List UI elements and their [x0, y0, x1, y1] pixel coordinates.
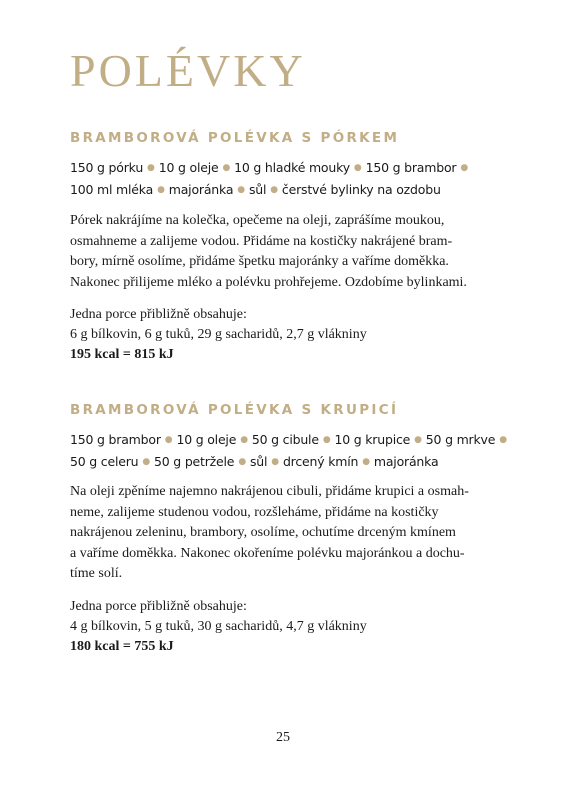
- nutrition-info: [70, 305, 510, 365]
- chapter-title: POLÉVKY: [70, 45, 306, 96]
- bullet-dot-icon: ●: [147, 163, 155, 173]
- method-line: neme, zalijeme studenou vodou, rozšleháme, přidáme na kostičky: [70, 504, 439, 520]
- bullet-dot-icon: ●: [238, 457, 246, 467]
- ingredient-item: majoránka: [168, 182, 234, 197]
- bullet-dot-icon: ●: [237, 185, 245, 195]
- method-line: bory, mírně osolíme, přidáme špetku majoránky a vaříme doměkka.: [70, 254, 449, 269]
- bullet-dot-icon: ●: [270, 185, 278, 195]
- recipe-method: [70, 482, 513, 585]
- bullet-dot-icon: ●: [222, 163, 231, 173]
- page-number: 25: [276, 730, 290, 745]
- bullet-dot-icon: ●: [460, 163, 468, 173]
- ingredient-item: sůl: [248, 182, 267, 197]
- ingredient-item: 10 g krupice: [334, 432, 411, 447]
- ingredient-item: 100 ml mléka: [70, 182, 154, 197]
- ingredient-item: čerstvé bylinky na ozdobu: [281, 182, 441, 197]
- nutrition-intro: Jedna porce přibližně obsahuje:: [70, 599, 247, 614]
- bullet-dot-icon: ●: [353, 163, 362, 173]
- method-line: Na oleji zpěníme najemno nakrájenou cibuli, přidáme krupici a osmah-: [70, 484, 469, 499]
- ingredient-item: 150 g pórku: [70, 160, 144, 175]
- energy-value: 195 kcal = 815 kJ: [70, 347, 174, 362]
- method-line: a vaříme doměkka. Nakonec okořeníme polévku majoránkou a dochu-: [70, 545, 465, 561]
- bullet-dot-icon: ●: [414, 435, 422, 445]
- method-line: osmahneme a zalijeme vodou. Přidáme na kostičky nakrájené bram-: [70, 233, 453, 249]
- method-line: tíme solí.: [70, 566, 123, 581]
- ingredient-line: [70, 157, 510, 179]
- ingredient-item: 50 g celeru: [70, 454, 139, 469]
- bullet-dot-icon: ●: [499, 435, 507, 445]
- bullet-dot-icon: ●: [142, 457, 151, 467]
- bullet-dot-icon: ●: [362, 457, 370, 467]
- bullet-dot-icon: ●: [164, 435, 173, 445]
- bullet-dot-icon: ●: [322, 435, 331, 445]
- recipe-title: BRAMBOROVÁ POLÉVKA S KRUPICÍ: [70, 402, 399, 418]
- ingredient-item: 10 g oleje: [176, 432, 237, 447]
- bullet-dot-icon: ●: [240, 435, 248, 445]
- ingredient-item: sůl: [249, 454, 268, 469]
- recipe-method: [70, 211, 513, 293]
- ingredient-line: [70, 451, 510, 473]
- ingredient-item: 50 g mrkve: [425, 432, 496, 447]
- nutrition-info: [70, 597, 510, 657]
- ingredient-item: 150 g brambor: [70, 432, 161, 447]
- ingredient-item: 50 g cibule: [251, 432, 319, 447]
- ingredient-list: [70, 429, 510, 473]
- recipe-title: BRAMBOROVÁ POLÉVKA S PÓRKEM: [70, 130, 400, 146]
- nutrition-values: 4 g bílkovin, 5 g tuků, 30 g sacharidů, 4,7 g vlákniny: [70, 619, 367, 634]
- ingredient-item: 10 g oleje: [158, 160, 219, 175]
- ingredient-item: 50 g petržele: [154, 454, 235, 469]
- ingredient-line: [70, 429, 510, 451]
- bullet-dot-icon: ●: [271, 457, 279, 467]
- ingredient-list: [70, 157, 510, 201]
- method-line: nakrájenou zeleninu, brambory, osolíme, ochutíme drceným kmínem: [70, 525, 456, 540]
- method-line: Pórek nakrájíme na kolečka, opečeme na oleji, zaprášíme moukou,: [70, 213, 445, 228]
- ingredient-line: [70, 179, 510, 201]
- ingredient-item: majoránka: [373, 454, 439, 469]
- nutrition-intro: Jedna porce přibližně obsahuje:: [70, 307, 247, 322]
- nutrition-values: 6 g bílkovin, 6 g tuků, 29 g sacharidů, 2,7 g vlákniny: [70, 327, 367, 342]
- ingredient-item: 150 g brambor: [365, 160, 457, 175]
- ingredient-item: 10 g hladké mouky: [234, 160, 350, 175]
- energy-value: 180 kcal = 755 kJ: [70, 639, 174, 654]
- method-line: Nakonec přilijeme mléko a polévku prohřejeme. Ozdobíme bylinkami.: [70, 274, 467, 290]
- bullet-dot-icon: ●: [157, 185, 165, 195]
- ingredient-item: drcený kmín: [282, 454, 359, 469]
